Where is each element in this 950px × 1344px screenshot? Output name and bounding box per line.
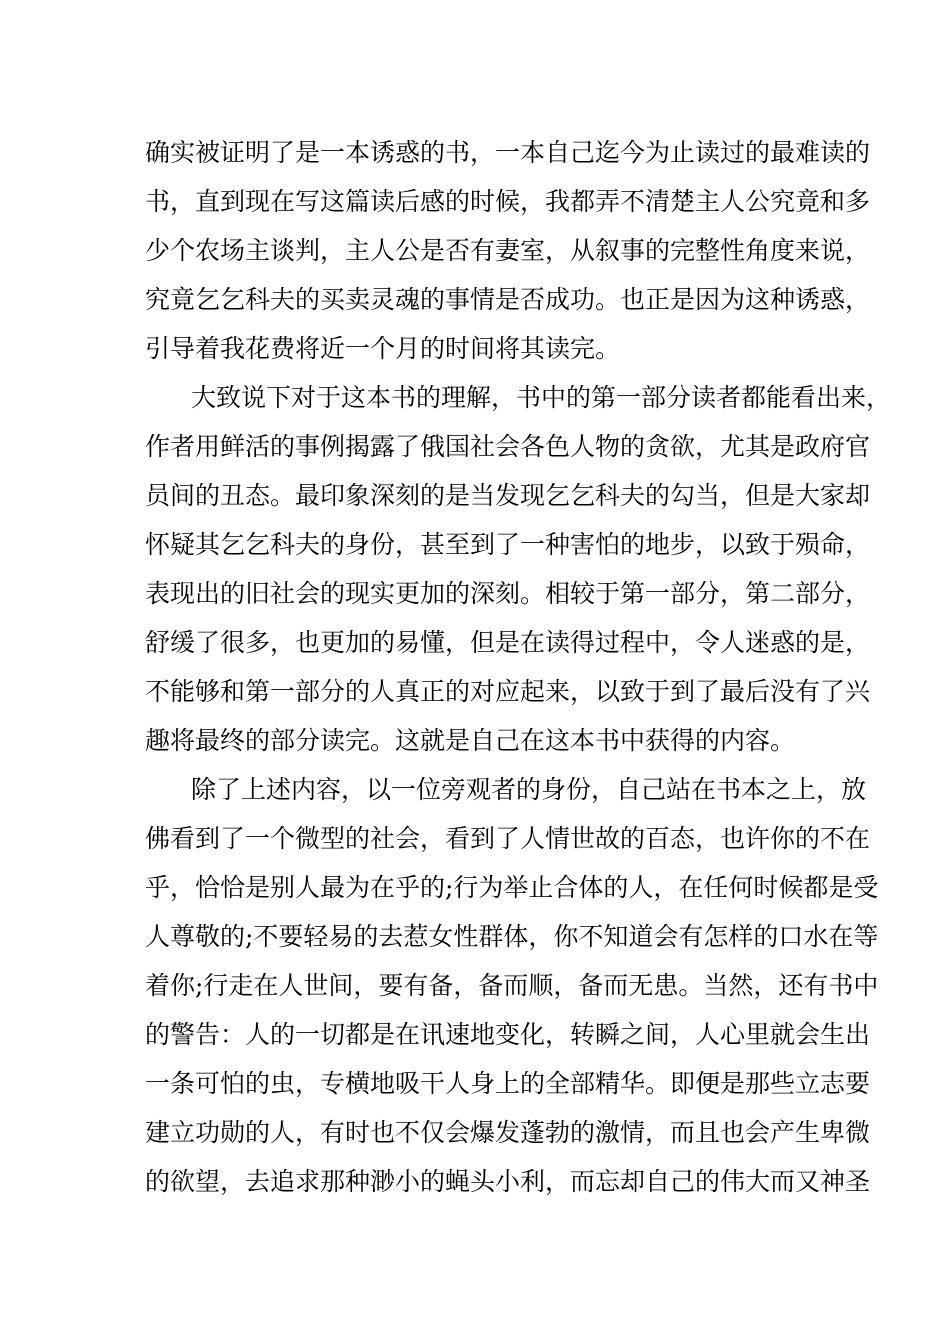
paragraph-1-line-1: 确实被证明了是一本诱惑的书，一本自己迄今为止读过的最难读的 (145, 138, 871, 167)
paragraph-3-line-5: 着你;行走在人世间，要有备，备而顺，备而无患。当然，还有书中 (145, 971, 879, 1000)
paragraph-3-line-7: 一条可怕的虫，专横地吸干人身上的全部精华。即便是那些立志要 (145, 1069, 871, 1098)
paragraph-3-line-6: 的警告：人的一切都是在讯速地变化，转瞬之间，人心里就会生出 (145, 1020, 871, 1049)
paragraph-2-line-1: 大致说下对于这本书的理解，书中的第一部分读者都能看出来， (191, 383, 892, 412)
paragraph-3-line-3: 乎，恰恰是别人最为在乎的;行为举止合体的人，在任何时候都是受 (145, 873, 879, 902)
body-text (145, 128, 892, 1206)
paragraph-1-line-5: 引导着我花费将近一个月的时间将其读完。 (145, 334, 621, 363)
paragraph-3-line-4: 人尊敬的;不要轻易的去惹女性群体，你不知道会有怎样的口水在等 (145, 922, 879, 951)
paragraph-2-line-6: 舒缓了很多，也更加的易懂，但是在读得过程中，令人迷惑的是， (145, 628, 871, 657)
paragraph-3-line-2: 佛看到了一个微型的社会，看到了人情世故的百态，也许你的不在 (145, 824, 871, 853)
paragraph-1-line-4: 究竟乞乞科夫的买卖灵魂的事情是否成功。也正是因为这种诱惑， (145, 285, 871, 314)
paragraph-3-line-1: 除了上述内容，以一位旁观者的身份，自己站在书本之上，放 (191, 775, 867, 804)
paragraph-2-line-5: 表现出的旧社会的现实更加的深刻。相较于第一部分，第二部分， (145, 579, 871, 608)
paragraph-3-line-9: 的欲望，去追求那种渺小的蝇头小利，而忘却自己的伟大而又神圣 (145, 1167, 871, 1196)
paragraph-1-line-2: 书，直到现在写这篇读后感的时候，我都弄不清楚主人公究竟和多 (145, 187, 871, 216)
paragraph-2-line-8: 趣将最终的部分读完。这就是自己在这本书中获得的内容。 (145, 726, 796, 755)
paragraph-2-line-7: 不能够和第一部分的人真正的对应起来，以致于到了最后没有了兴 (145, 677, 871, 706)
paragraph-2-line-2: 作者用鲜活的事例揭露了俄国社会各色人物的贪欲，尤其是政府官 (145, 432, 871, 461)
paragraph-2-line-4: 怀疑其乞乞科夫的身份，甚至到了一种害怕的地步，以致于殒命， (145, 530, 871, 559)
paragraph-2-line-3: 员间的丑态。最印象深刻的是当发现乞乞科夫的勾当，但是大家却 (145, 481, 871, 510)
paragraph-3-line-8: 建立功勋的人，有时也不仅会爆发蓬勃的激情，而且也会产生卑微 (145, 1118, 871, 1147)
paragraph-1-line-3: 少个农场主谈判，主人公是否有妻室，从叙事的完整性角度来说， (145, 236, 871, 265)
